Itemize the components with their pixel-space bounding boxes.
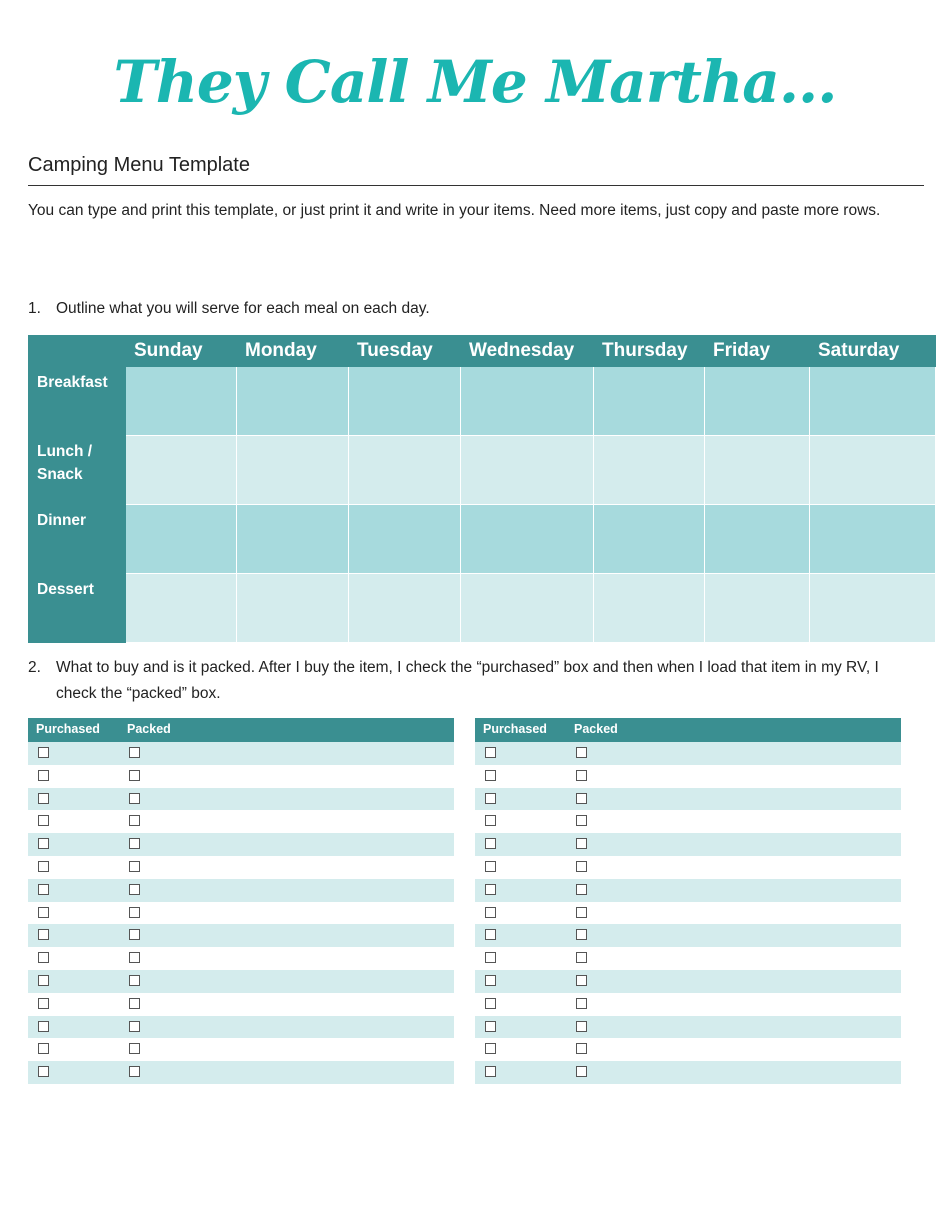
packed-checkbox[interactable] xyxy=(129,1021,140,1032)
menu-entry-cell[interactable] xyxy=(810,436,936,505)
page-title: Camping Menu Template xyxy=(28,154,250,176)
day-header: Friday xyxy=(705,336,810,367)
checklist-header xyxy=(28,718,454,742)
menu-entry-cell[interactable] xyxy=(594,505,705,574)
purchased-checkbox[interactable] xyxy=(38,975,49,986)
packed-checkbox[interactable] xyxy=(129,770,140,781)
day-header: Tuesday xyxy=(349,336,461,367)
packed-checkbox[interactable] xyxy=(129,793,140,804)
menu-row xyxy=(29,505,936,574)
purchased-checkbox[interactable] xyxy=(38,793,49,804)
meal-label: Dessert xyxy=(29,574,126,643)
menu-entry-cell[interactable] xyxy=(810,574,936,643)
checklist-row xyxy=(28,1061,454,1084)
menu-corner-cell xyxy=(29,336,126,367)
purchased-checkbox[interactable] xyxy=(485,907,496,918)
purchased-checkbox[interactable] xyxy=(485,975,496,986)
packed-checkbox[interactable] xyxy=(576,793,587,804)
checklist-row xyxy=(475,879,901,902)
packed-checkbox[interactable] xyxy=(129,861,140,872)
checklist-row xyxy=(28,810,454,833)
purchased-checkbox[interactable] xyxy=(485,770,496,781)
checklist-row xyxy=(28,993,454,1016)
intro-paragraph: You can type and print this template, or just print it and write in your items. Need more items, just copy and paste more rows. xyxy=(28,202,881,219)
menu-row xyxy=(29,574,936,643)
checklist-row xyxy=(28,1016,454,1039)
menu-entry-cell[interactable] xyxy=(461,574,594,643)
packed-checkbox[interactable] xyxy=(576,907,587,918)
checklist-row xyxy=(475,924,901,947)
menu-row xyxy=(29,436,936,505)
checklist-row xyxy=(28,879,454,902)
packed-checkbox[interactable] xyxy=(129,1066,140,1077)
step-1-number: 1. xyxy=(28,300,41,317)
packed-column-label: Packed xyxy=(574,722,618,736)
purchased-checkbox[interactable] xyxy=(485,861,496,872)
step-2-number: 2. xyxy=(28,659,41,676)
menu-row xyxy=(29,367,936,436)
menu-entry-cell[interactable] xyxy=(594,367,705,436)
packed-checkbox[interactable] xyxy=(129,929,140,940)
packed-checkbox[interactable] xyxy=(576,952,587,963)
checklist-row xyxy=(475,856,901,879)
checklist-row xyxy=(28,1038,454,1061)
menu-entry-cell[interactable] xyxy=(461,505,594,574)
packed-checkbox[interactable] xyxy=(576,815,587,826)
purchased-checkbox[interactable] xyxy=(38,1043,49,1054)
menu-entry-cell[interactable] xyxy=(349,505,461,574)
packed-checkbox[interactable] xyxy=(129,1043,140,1054)
checklist-row xyxy=(475,947,901,970)
day-header: Wednesday xyxy=(461,336,594,367)
checklist-row xyxy=(28,833,454,856)
meal-label: Lunch / Snack xyxy=(29,436,126,505)
packed-checkbox[interactable] xyxy=(576,998,587,1009)
day-header: Monday xyxy=(237,336,349,367)
purchased-checkbox[interactable] xyxy=(485,952,496,963)
purchased-checkbox[interactable] xyxy=(485,747,496,758)
purchased-checkbox[interactable] xyxy=(485,1021,496,1032)
purchased-checkbox[interactable] xyxy=(485,793,496,804)
menu-entry-cell[interactable] xyxy=(349,436,461,505)
checklist-row xyxy=(475,1016,901,1039)
packed-checkbox[interactable] xyxy=(576,975,587,986)
checklist-left xyxy=(28,718,454,1084)
menu-entry-cell[interactable] xyxy=(237,505,349,574)
menu-entry-cell[interactable] xyxy=(237,367,349,436)
purchased-column-label: Purchased xyxy=(36,722,100,736)
menu-entry-cell[interactable] xyxy=(594,436,705,505)
purchased-checkbox[interactable] xyxy=(485,815,496,826)
purchased-checkbox[interactable] xyxy=(38,998,49,1009)
menu-entry-cell[interactable] xyxy=(705,574,810,643)
menu-entry-cell[interactable] xyxy=(461,436,594,505)
purchased-checkbox[interactable] xyxy=(485,998,496,1009)
packed-checkbox[interactable] xyxy=(576,884,587,895)
purchased-checkbox[interactable] xyxy=(38,929,49,940)
packed-checkbox[interactable] xyxy=(576,1021,587,1032)
menu-entry-cell[interactable] xyxy=(810,505,936,574)
checklist-rows xyxy=(28,742,454,1084)
packed-checkbox[interactable] xyxy=(129,998,140,1009)
checklist-row xyxy=(28,924,454,947)
packed-checkbox[interactable] xyxy=(576,747,587,758)
checklist-row xyxy=(475,810,901,833)
purchased-checkbox[interactable] xyxy=(38,1021,49,1032)
menu-entry-cell[interactable] xyxy=(705,436,810,505)
day-header: Saturday xyxy=(810,336,936,367)
purchased-checkbox[interactable] xyxy=(38,747,49,758)
menu-entry-cell[interactable] xyxy=(126,436,237,505)
day-header: Sunday xyxy=(126,336,237,367)
menu-entry-cell[interactable] xyxy=(705,505,810,574)
packed-checkbox[interactable] xyxy=(129,952,140,963)
menu-entry-cell[interactable] xyxy=(126,574,237,643)
purchased-checkbox[interactable] xyxy=(38,838,49,849)
checklist-row xyxy=(475,833,901,856)
step-2 xyxy=(28,655,928,707)
day-header: Thursday xyxy=(594,336,705,367)
purchased-checkbox[interactable] xyxy=(38,952,49,963)
checklist-row xyxy=(28,765,454,788)
checklist-row xyxy=(475,902,901,925)
menu-entry-cell[interactable] xyxy=(705,367,810,436)
checklist-row xyxy=(475,993,901,1016)
menu-table xyxy=(28,335,936,643)
packed-checkbox[interactable] xyxy=(129,815,140,826)
purchased-checkbox[interactable] xyxy=(485,1043,496,1054)
packed-checkbox[interactable] xyxy=(576,929,587,940)
packed-checkbox[interactable] xyxy=(576,1066,587,1077)
menu-entry-cell[interactable] xyxy=(126,505,237,574)
checklist-row xyxy=(28,970,454,993)
checklist-row xyxy=(28,742,454,765)
menu-entry-cell[interactable] xyxy=(126,367,237,436)
purchased-checkbox[interactable] xyxy=(38,884,49,895)
packed-column-label: Packed xyxy=(127,722,171,736)
packed-checkbox[interactable] xyxy=(129,884,140,895)
step-2-text: What to buy and is it packed. After I buy the item, I check the “purchased” box and then when I load that item in my RV, I check the “packed” box. xyxy=(56,659,879,702)
checklist-rows xyxy=(475,742,901,1084)
purchased-checkbox[interactable] xyxy=(38,907,49,918)
checklist-right xyxy=(475,718,901,1084)
menu-entry-cell[interactable] xyxy=(810,367,936,436)
checklist-row xyxy=(28,902,454,925)
packed-checkbox[interactable] xyxy=(129,838,140,849)
checklist-row xyxy=(475,1061,901,1084)
menu-entry-cell[interactable] xyxy=(594,574,705,643)
packed-checkbox[interactable] xyxy=(576,1043,587,1054)
menu-entry-cell[interactable] xyxy=(237,436,349,505)
purchased-column-label: Purchased xyxy=(483,722,547,736)
meal-label: Breakfast xyxy=(29,367,126,436)
checklist-header xyxy=(475,718,901,742)
purchased-checkbox[interactable] xyxy=(38,861,49,872)
purchased-checkbox[interactable] xyxy=(38,815,49,826)
packed-checkbox[interactable] xyxy=(129,747,140,758)
step-1 xyxy=(28,296,928,322)
meal-label: Dinner xyxy=(29,505,126,574)
checklist-row xyxy=(475,1038,901,1061)
checklist-row xyxy=(475,765,901,788)
menu-entry-cell[interactable] xyxy=(461,367,594,436)
packed-checkbox[interactable] xyxy=(576,838,587,849)
brand-logo: They Call Me Martha... xyxy=(113,48,837,116)
checklist-row xyxy=(28,947,454,970)
purchased-checkbox[interactable] xyxy=(38,1066,49,1077)
purchased-checkbox[interactable] xyxy=(485,884,496,895)
title-divider xyxy=(28,185,924,186)
menu-entry-cell[interactable] xyxy=(349,574,461,643)
step-1-text: Outline what you will serve for each meal on each day. xyxy=(56,300,430,317)
checklist-row xyxy=(28,788,454,811)
packed-checkbox[interactable] xyxy=(129,975,140,986)
purchased-checkbox[interactable] xyxy=(38,770,49,781)
purchased-checkbox[interactable] xyxy=(485,929,496,940)
packed-checkbox[interactable] xyxy=(576,861,587,872)
checklist-row xyxy=(475,742,901,765)
purchased-checkbox[interactable] xyxy=(485,838,496,849)
packed-checkbox[interactable] xyxy=(576,770,587,781)
purchased-checkbox[interactable] xyxy=(485,1066,496,1077)
checklist-row xyxy=(28,856,454,879)
packed-checkbox[interactable] xyxy=(129,907,140,918)
menu-entry-cell[interactable] xyxy=(237,574,349,643)
checklist-row xyxy=(475,788,901,811)
menu-entry-cell[interactable] xyxy=(349,367,461,436)
checklist-row xyxy=(475,970,901,993)
